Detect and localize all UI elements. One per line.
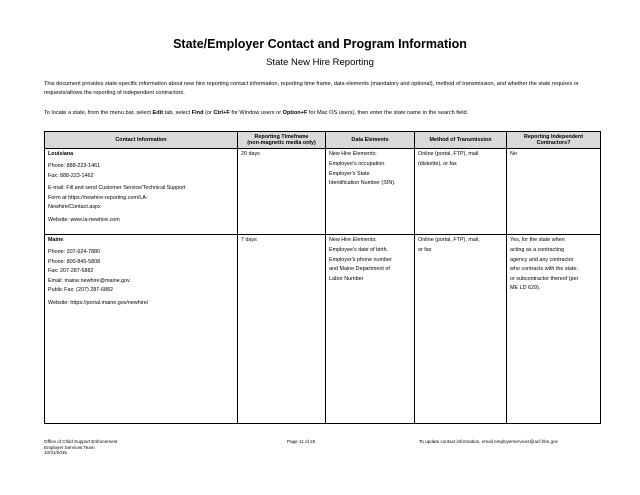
table-row-maine [45,235,601,424]
timeframe-cell: 7 days [238,235,326,424]
phone: Phone: 800-845-5808 [48,258,101,265]
email-link[interactable]: Newhire/Contact.aspx [48,204,101,211]
fax: Fax: 888-223-1462 [48,172,94,179]
transmission-cell: Online (portal, FTP), mail (diskette), or fax [415,149,507,235]
email-link[interactable]: Email: maine.newhire@maine.gov [48,277,130,284]
website-link[interactable]: Website: https://portal.maine.gov/newhire/ [48,299,149,306]
option-f-keyword: Option+F [282,110,308,116]
page-subtitle: State New Hire Reporting [266,57,374,68]
timeframe-cell: 20 days [238,149,326,235]
find-keyword: Find [191,110,204,116]
header-contact-information: Contact Information [45,132,238,149]
header-method-of-transmission: Method of Transmission [415,132,507,149]
contact-cell [45,149,238,235]
table-row-louisiana [45,149,601,235]
header-independent-contractors: Reporting Independent Contractors? [507,132,601,149]
data-elements-cell: New Hire Elements; Employee's occupation. Employer's State Identification Number (SIN). [326,149,415,235]
phone: Phone: 207-624-7880 [48,249,101,255]
footer-update-note: To update contact information, email employerservices@acf.hhs.gov [419,439,558,444]
intro-paragraph: This document provides state-specific information about new hire reporting contact information, reporting time frame, data elements (mandatory and optional), method of transmission, and whether the state requires or requests/allows the reporting of independent contractors. [44,81,579,96]
website-link[interactable]: Website: www.la-newhire.com [48,216,120,223]
fax: Fax: 207-287-6882 [48,268,94,275]
email: E-mail: Fill and send Customer Service/Technical Support [48,185,186,192]
state-name: Louisiana [48,151,74,158]
page-number: Page 11 of 26 [287,439,316,444]
table-header-row [45,132,601,149]
data-elements-cell: New Hire Elements; Employee's date of birth. Employer's phone number and Maine Department of Labor Number [326,235,415,424]
state-info-table [44,131,601,424]
edit-keyword: Edit [152,110,164,116]
phone: Phone: 888-223-1461 [48,163,101,169]
search-instructions: To locate a state, from the menu bar, select Edit tab, select Find (or Ctrl+F for Window users or Option+F for Mac OS users), then enter the state name in the search field. [44,110,469,116]
header-data-elements: Data Elements [326,132,415,149]
footer-office-info: Office of Child Support Enforcement Employer Services Team 10/31/2015 [44,439,118,456]
email-link[interactable]: Form at https://newhire-reporting.com/LA- [48,194,148,201]
header-reporting-timeframe: Reporting Timeframe (non-magnetic media only) [238,132,326,149]
page-title: State/Employer Contact and Program Information [173,37,467,51]
state-name: Maine [48,237,64,244]
ctrl-f-keyword: Ctrl+F [213,110,230,116]
contractors-cell: No [507,149,601,235]
public-fax: Public Fax: (207) 287-6882 [48,287,114,294]
contractors-cell: Yes, for the state when acting as a contracting agency and any contractor who contracts with the state, or subcontractor thereof (per ME LD 629). [507,235,601,424]
contact-cell [45,235,238,424]
transmission-cell: Online (portal, FTP), mail, or fax [415,235,507,424]
